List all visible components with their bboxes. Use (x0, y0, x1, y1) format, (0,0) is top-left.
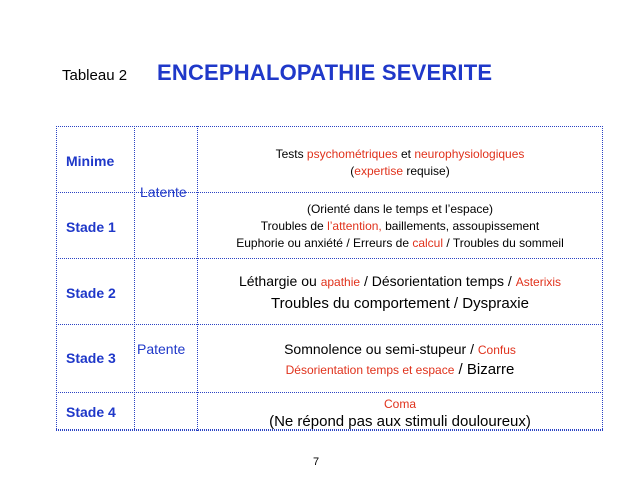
cell-line: (Orienté dans le temps et l’espace) (306, 202, 494, 216)
cell-line: Désorientation temps et espace / Bizarre (285, 361, 515, 378)
stage-label-minime: Minime (66, 153, 115, 169)
cell-stade-2 (198, 271, 602, 314)
row-divider (56, 258, 603, 259)
stage-label-stade-2: Stade 2 (66, 285, 116, 301)
cell-stade-1 (198, 201, 602, 252)
cell-line: (Ne répond pas aux stimuli douloureux) (269, 413, 531, 430)
page-title: ENCEPHALOPATHIE SEVERITE (157, 60, 493, 85)
table-caption: Tableau 2 (62, 67, 128, 84)
cell-line: Troubles de l’attention, baillements, assoupissement (260, 219, 540, 233)
cell-line: Somnolence ou semi-stupeur / Confus (284, 341, 516, 357)
cell-line: (expertise requise) (350, 164, 450, 178)
cell-line: Coma (383, 397, 416, 411)
page-number: 7 (313, 456, 320, 468)
cell-stade-3 (198, 339, 602, 380)
cell-stade-4 (198, 395, 602, 431)
phase-label-latente: Latente (140, 184, 187, 200)
stage-label-stade-4: Stade 4 (66, 404, 116, 420)
cell-line: Léthargie ou apathie / Désorientation temps / Asterixis (238, 273, 562, 289)
stage-label-stade-1: Stade 1 (66, 219, 116, 235)
phase-label-patente: Patente (137, 341, 186, 357)
cell-line: Tests psychométriques et neurophysiologiques (275, 147, 525, 161)
cell-line: Troubles du comportement / Dyspraxie (271, 295, 529, 312)
column-divider (134, 126, 135, 431)
row-divider (56, 192, 603, 193)
cell-minime (198, 146, 602, 180)
stage-label-stade-3: Stade 3 (66, 350, 116, 366)
row-divider (56, 324, 603, 325)
row-divider (56, 392, 603, 393)
cell-line: Euphorie ou anxiété / Erreurs de calcul / Troubles du sommeil (236, 236, 564, 250)
